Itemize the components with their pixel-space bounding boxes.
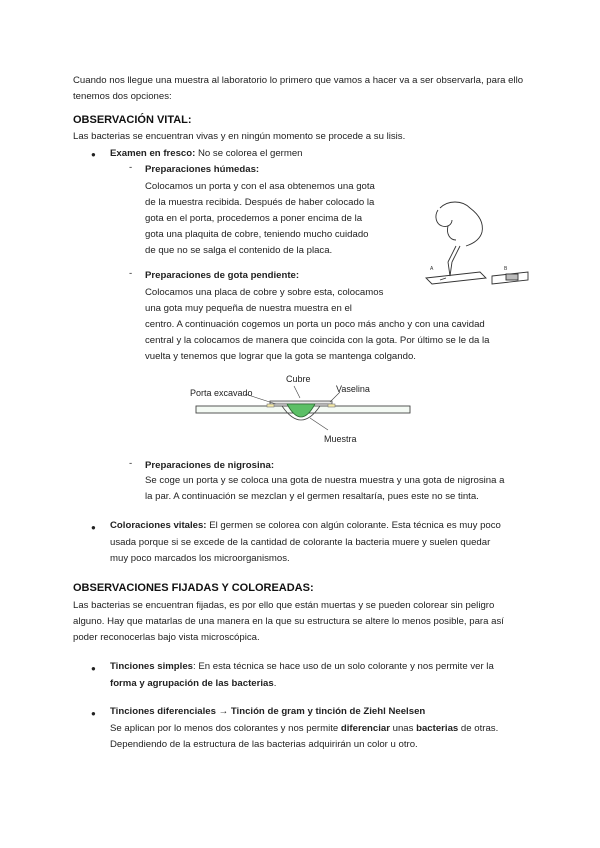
label-vaselina: Vaselina [336,384,370,394]
label-muestra: Muestra [324,434,357,444]
nigrosina-line-2: la par. A continuación se mezclan y el germen resaltaría, pues este no se tinta. [145,491,479,502]
humedas-line-1: Colocamos un porta y con el asa obtenemos una gota [145,181,375,192]
vital-description: Las bacterias se encuentran vivas y en ningún momento se procede a su lisis. [73,131,406,142]
dash-icon: - [129,268,133,279]
diferenciales-label: Tinciones diferenciales → Tinción de gram y tinción de Ziehl Neelsen [110,706,426,717]
bullet-icon: ● [91,523,96,532]
section-title-vital: OBSERVACIÓN VITAL: [73,114,192,126]
pipette-hand-illustration [418,196,533,292]
section-title-fijadas: OBSERVACIONES FIJADAS Y COLOREADAS: [73,582,314,594]
dif-text-a: Se aplican por lo menos dos colorantes y nos permite [110,723,341,734]
bullet-icon: ● [91,150,96,159]
fijadas-line-3: poder reconocerlas bajo vista microscópica. [73,632,260,643]
humedas-line-2: de la muestra recibida. Después de haber colocado la [145,197,375,208]
nigrosina-label: Preparaciones de nigrosina: [145,460,275,471]
humedas-line-4: gota una plaquita de cobre, teniendo mucho cuidado [145,229,369,240]
nigrosina-line-1: Se coge un porta y se coloca una gota de nuestra muestra y una gota de nigrosina a [145,475,505,486]
humedas-line-5: de que no se salga el contenido de la placa. [145,245,333,256]
dif-text-b: diferenciar [340,723,390,734]
coloraciones-label: Coloraciones vitales: [110,520,207,531]
humedas-label: Preparaciones húmedas: [145,164,260,175]
simples-text-1: : En esta técnica se hace uso de un solo colorante y nos permite ver la [193,661,494,672]
dash-icon: - [129,458,133,469]
hanging-drop-diagram [190,368,420,448]
coloraciones-line-1 [110,518,501,534]
muestra-drop [287,404,315,417]
pendiente-line-4: central y la colocamos de manera que coincida con la gota. Por último se le da la [145,335,490,346]
diferenciales-line-2: Dependiendo de la estructura de las bacterias adquirirán un color u otro. [110,739,418,750]
pendiente-line-1: Colocamos una placa de cobre y sobre esta, colocamos [145,287,384,298]
pendiente-line-5: vuelta y tenemos que lograr que la gota se mantenga colgando. [145,351,416,362]
fresco-text: No se colorea el germen [198,148,303,159]
simples-label: Tinciones simples [110,661,193,672]
dif-text-e: de otras. [458,723,499,734]
coloraciones-text-1: El germen se colorea con algún colorante. Esta técnica es muy poco [209,520,501,531]
dif-text-c: unas [389,723,417,734]
fresco-label: Examen en fresco: [110,148,196,159]
fijadas-line-2: alguno. Hay que matarlas de una manera en la que su estructura se altere lo menos posible, para así [73,616,504,627]
label-cubre: Cubre [286,374,311,384]
label-b: B [504,266,508,272]
humedas-line-3: gota en el porta, procedemos a poner encima de la [145,213,363,224]
intro-text: Cuando nos llegue una muestra al laboratorio lo primero que vamos a hacer va a ser observarla, para ello tenemos dos opciones: [73,75,524,103]
slide-a [426,272,486,284]
vaselina-left [267,404,274,407]
dash-icon: - [129,162,133,173]
intro-line-1 [73,73,533,105]
vaselina-right [328,404,335,407]
pendiente-line-3: centro. A continuación cogemos un porta un poco más ancho y con una cavidad [145,319,485,330]
hand-outline [440,202,482,246]
coloraciones-line-2: usada porque si se excede de la cantidad de colorante la bacteria muere y suelen quedar [110,537,491,548]
bullet-icon: ● [91,664,96,673]
simples-emphasis: forma y agrupación de las bacterias [110,678,274,689]
label-a: A [430,266,434,272]
slide-b-cover [506,274,518,280]
pipette-body [452,246,460,262]
diferenciales-line-1 [110,721,498,737]
coloraciones-line-3: muy poco marcados los microorganismos. [110,553,290,564]
bullet-icon: ● [91,709,96,718]
pendiente-label: Preparaciones de gota pendiente: [145,270,300,281]
fresco-item [110,146,303,162]
dif-text-d: bacterias [416,723,459,734]
simples-line-2 [110,676,276,692]
simples-period: . [273,678,277,689]
label-porta: Porta excavado [190,388,253,398]
simples-line-1 [110,659,494,675]
fijadas-line-1: Las bacterias se encuentran fijadas, es por ello que están muertas y se pueden colorear sin peligro [73,600,495,611]
pendiente-line-2: una gota muy pequeña de nuestra muestra en el [145,303,352,314]
cubre-coverslip [270,401,332,404]
